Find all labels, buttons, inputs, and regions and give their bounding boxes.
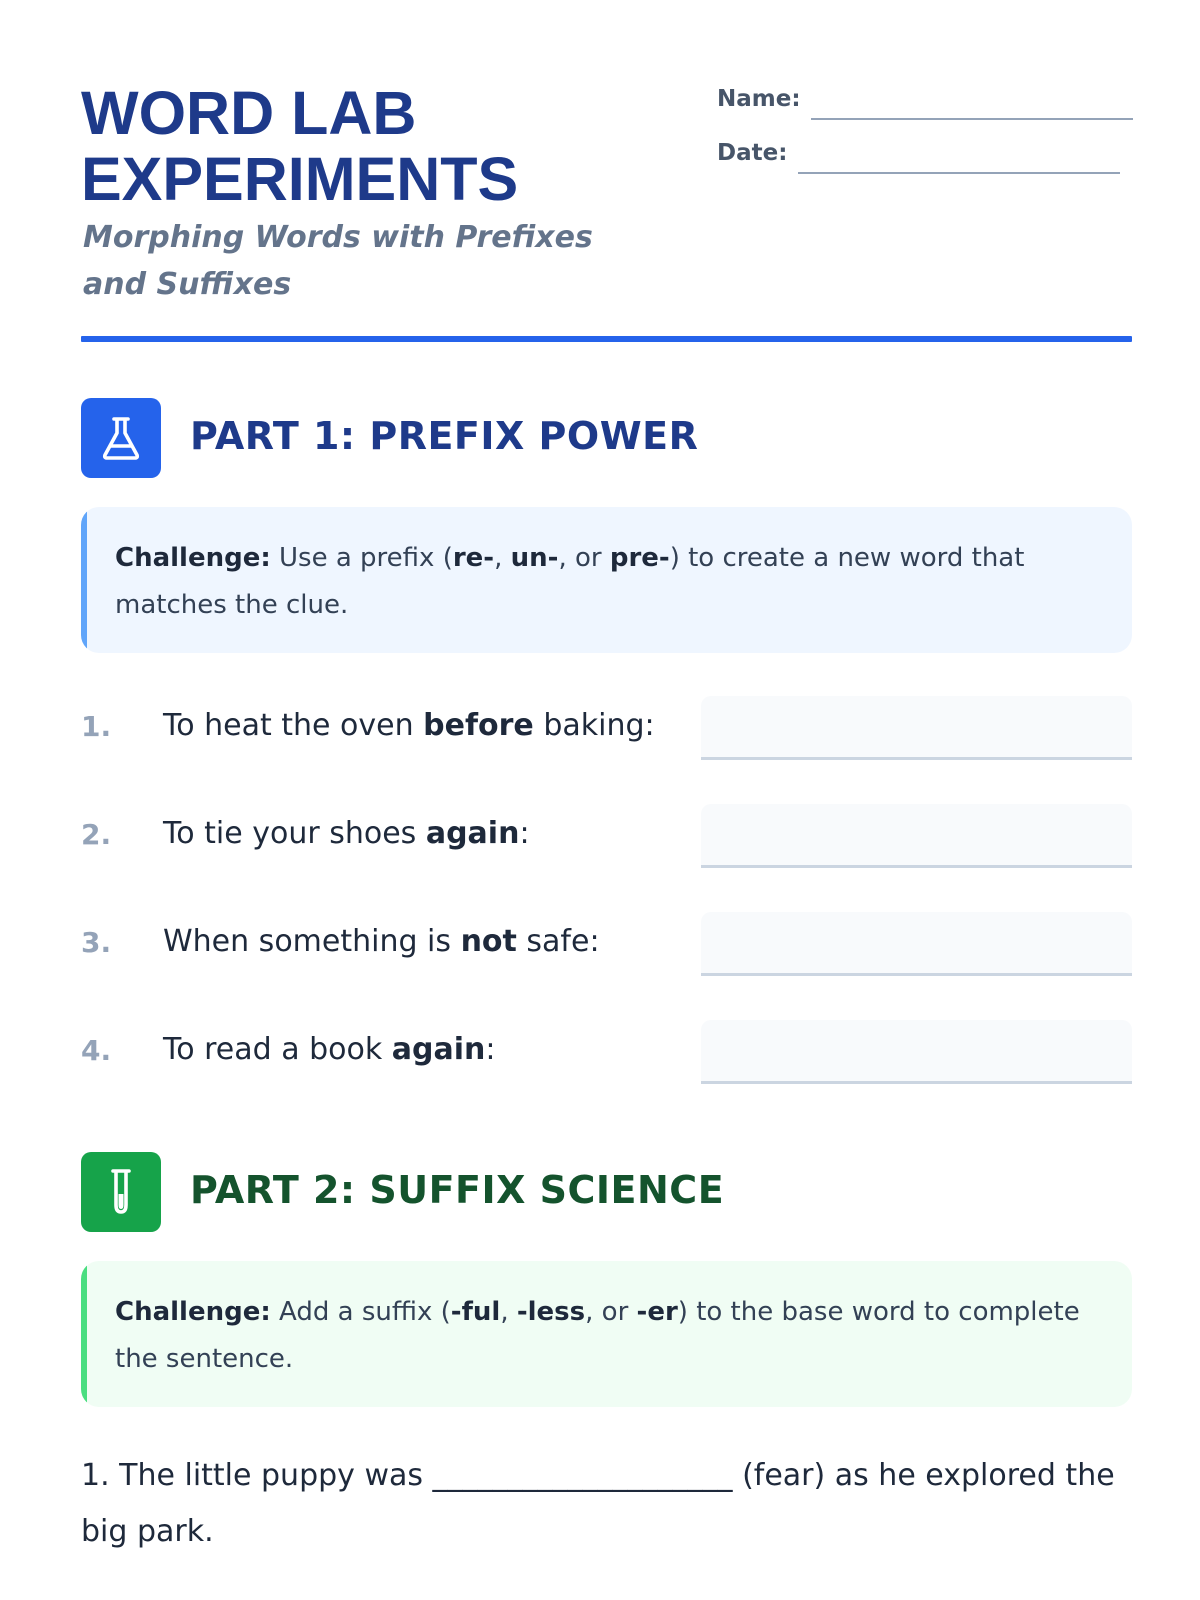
name-field-line[interactable]: [811, 118, 1133, 120]
question-number: 2.: [81, 818, 112, 851]
flask-icon: [81, 398, 161, 478]
question-text: [163, 924, 600, 959]
worksheet-title: [81, 80, 641, 212]
part1-challenge-text: ,: [494, 543, 511, 573]
prefix-re: re-: [452, 543, 495, 573]
test-tube-icon-glyph: [97, 1166, 145, 1218]
suffix-less: -less: [516, 1297, 586, 1327]
question-text: [163, 708, 655, 743]
suffix-er: -er: [636, 1297, 678, 1327]
suffix-sentence-1: 1. The little puppy was ____________________ (fear) as he explored the big park.: [81, 1458, 1115, 1549]
part1-challenge-text: ) to create a new word that matches the clue.: [115, 543, 1025, 620]
title-line-1: WORD LAB: [81, 79, 417, 147]
question-text-after: safe:: [516, 924, 600, 959]
part2-challenge-box: [81, 1261, 1132, 1407]
question-number: 4.: [81, 1034, 112, 1067]
part1-challenge-accent-bar: [81, 507, 87, 653]
name-label: Name:: [717, 86, 801, 112]
question-keyword: not: [460, 924, 517, 959]
header-divider: [81, 336, 1132, 342]
part1-challenge-text: , or: [558, 543, 610, 573]
worksheet-subtitle: Morphing Words with Prefixes and Suffixes: [83, 220, 593, 302]
question-text-before: When something is: [163, 924, 461, 959]
part2-challenge-text: Add a suffix (: [270, 1297, 451, 1327]
question-text-before: To read a book: [163, 1032, 392, 1067]
question-text: [163, 1032, 496, 1067]
part2-challenge-text: ,: [500, 1297, 517, 1327]
question-keyword: before: [423, 708, 534, 743]
question-number: 1.: [81, 710, 112, 743]
part2-challenge-accent-bar: [81, 1261, 87, 1407]
prefix-un: un-: [510, 543, 559, 573]
suffix-ful: -ful: [450, 1297, 501, 1327]
title-line-2: EXPERIMENTS: [81, 145, 519, 213]
answer-box[interactable]: [701, 804, 1132, 868]
test-tube-icon: [81, 1152, 161, 1232]
question-text-before: To heat the oven: [163, 708, 424, 743]
part2-challenge-text: ) to the base word to complete the sentence.: [115, 1297, 1080, 1374]
question-text: [163, 816, 530, 851]
question-text-after: :: [519, 816, 530, 851]
question-text-after: :: [485, 1032, 496, 1067]
question-text-before: To tie your shoes: [163, 816, 426, 851]
part1-title: PART 1: PREFIX POWER: [190, 414, 699, 458]
question-keyword: again: [425, 816, 520, 851]
part2-title: PART 2: SUFFIX SCIENCE: [190, 1168, 725, 1212]
part2-challenge-text: , or: [585, 1297, 637, 1327]
flask-icon-glyph: [97, 414, 145, 462]
answer-box[interactable]: [701, 912, 1132, 976]
part1-challenge-label: Challenge:: [115, 543, 271, 573]
date-label: Date:: [717, 140, 788, 166]
part2-challenge-label: Challenge:: [115, 1297, 271, 1327]
part1-challenge-box: [81, 507, 1132, 653]
question-keyword: again: [391, 1032, 486, 1067]
answer-box[interactable]: [701, 696, 1132, 760]
prefix-pre: pre-: [609, 543, 670, 573]
answer-box[interactable]: [701, 1020, 1132, 1084]
part1-challenge-text: Use a prefix (: [270, 543, 453, 573]
date-field-line[interactable]: [798, 172, 1120, 174]
question-text-after: baking:: [533, 708, 655, 743]
question-number: 3.: [81, 926, 112, 959]
